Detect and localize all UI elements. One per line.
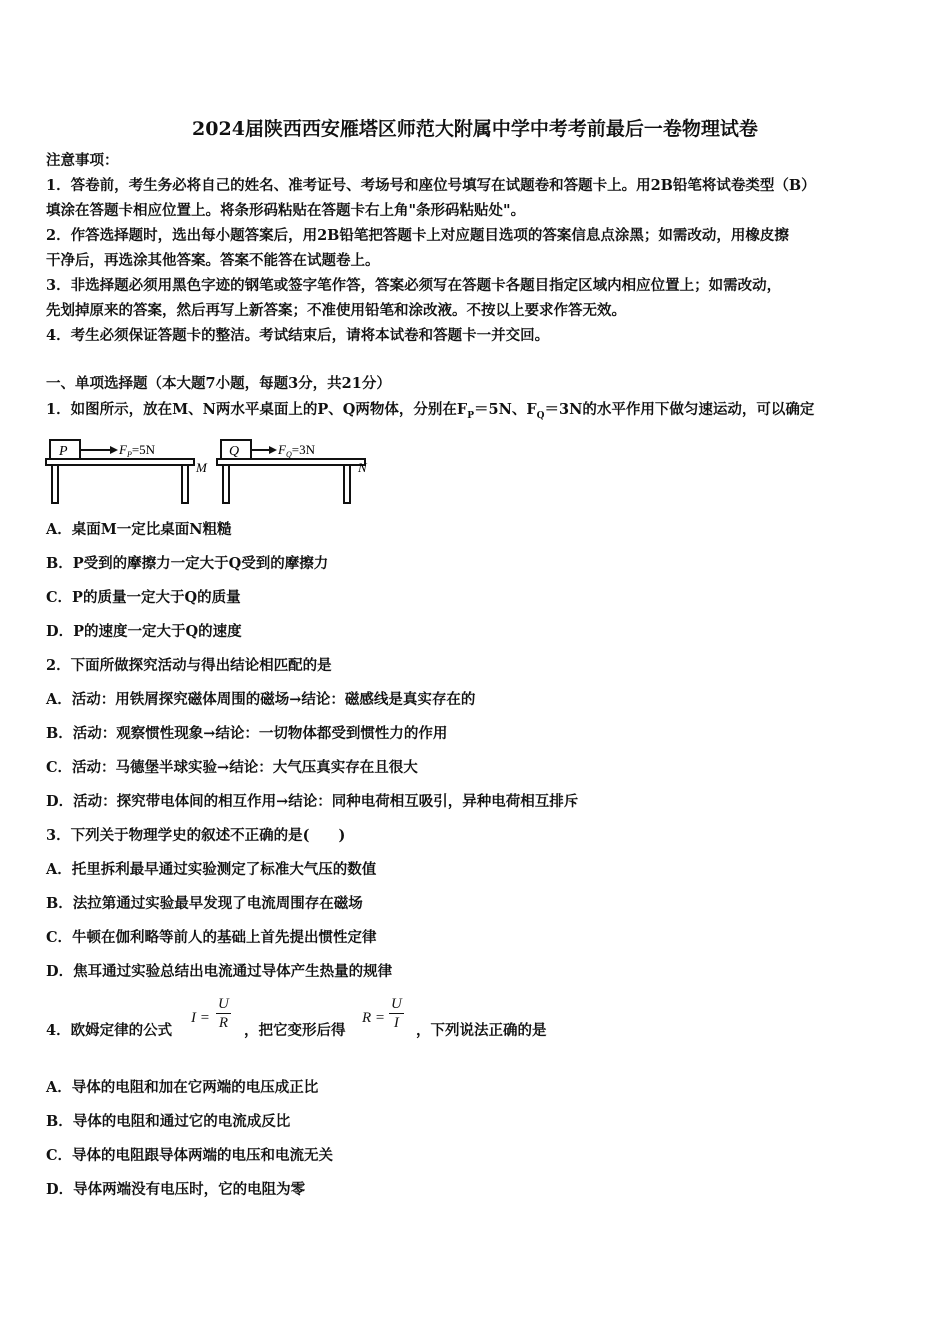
question-1-figure bbox=[44, 432, 372, 508]
formula-2-lhs: R = bbox=[362, 1010, 386, 1026]
force-p-arrowhead bbox=[110, 446, 118, 454]
formula-1-lhs: I = bbox=[191, 1010, 210, 1026]
question-1-stem bbox=[46, 399, 916, 427]
q2-option-d: D．活动：探究带电体间的相互作用→结论：同种电荷相互吸引，异种电荷相互排斥 bbox=[46, 793, 579, 810]
notice-line: 2．作答选择题时，选出每小题答案后，用2B铅笔把答题卡上对应题目选项的答案信息点涂黑；如需改动，用橡皮擦 bbox=[46, 227, 789, 244]
table-m-leg bbox=[182, 465, 188, 503]
q4-option-d: D．导体两端没有电压时，它的电阻为零 bbox=[46, 1181, 306, 1198]
block-q-label: Q bbox=[229, 444, 240, 459]
formula-1-denominator: R bbox=[218, 1015, 228, 1031]
q1-stem-part: ＝5N、F bbox=[474, 401, 537, 418]
table-m-leg bbox=[52, 465, 58, 503]
question-4-stem-b: ，把它变形后得 bbox=[244, 1022, 346, 1039]
q4-option-b: B．导体的电阻和通过它的电流成反比 bbox=[46, 1113, 291, 1130]
table-m-label: M bbox=[196, 460, 207, 475]
q3-option-a: A．托里拆利最早通过实验测定了标准大气压的数值 bbox=[46, 861, 377, 878]
q1-sub-p: P bbox=[467, 410, 475, 421]
formula-2-denominator: I bbox=[393, 1015, 399, 1031]
q3-option-b: B．法拉第通过实验最早发现了电流周围存在磁场 bbox=[46, 895, 363, 912]
q1-option-a: A．桌面M一定比桌面N粗糙 bbox=[46, 521, 232, 538]
notice-line: 3．非选择题必须用黑色字迹的钢笔或签字笔作答，答案必须写在答题卡各题目指定区域内相应位置上；如需改动， bbox=[46, 277, 782, 294]
formula-1-numerator: U bbox=[218, 996, 229, 1012]
notice-line: 填涂在答题卡相应位置上。将条形码粘贴在答题卡右上角"条形码粘贴处"。 bbox=[46, 202, 526, 219]
page-title: 2024届陕西西安雁塔区师范大附属中学中考考前最后一卷物理试卷 bbox=[192, 118, 758, 140]
force-q-label: $F_Q=3N$ bbox=[278, 442, 315, 459]
q1-option-d: D．P的速度一定大于Q的速度 bbox=[46, 623, 242, 640]
notice-line: 干净后，再选涂其他答案。答案不能答在试题卷上。 bbox=[46, 252, 380, 269]
q3-option-d: D．焦耳通过实验总结出电流通过导体产生热量的规律 bbox=[46, 963, 393, 980]
q4-option-a: A．导体的电阻和加在它两端的电压成正比 bbox=[46, 1079, 319, 1096]
q4-option-c: C．导体的电阻跟导体两端的电压和电流无关 bbox=[46, 1147, 334, 1164]
table-n-leg bbox=[223, 465, 229, 503]
notice-line: 4．考生必须保证答题卡的整洁。考试结束后，请将本试卷和答题卡一并交回。 bbox=[46, 327, 550, 344]
q3-option-c: C．牛顿在伽利略等前人的基础上首先提出惯性定律 bbox=[46, 929, 377, 946]
q2-option-b: B．活动：观察惯性现象→结论：一切物体都受到惯性力的作用 bbox=[46, 725, 448, 742]
force-q-arrowhead bbox=[269, 446, 277, 454]
question-2-stem: 2．下面所做探究活动与得出结论相匹配的是 bbox=[46, 657, 332, 674]
notice-line: 1．答卷前，考生务必将自己的姓名、准考证号、考场号和座位号填写在试题卷和答题卡上。用2B铅笔将试卷类型（B） bbox=[46, 177, 816, 194]
table-n-label: N bbox=[358, 460, 367, 475]
formula-2-numerator: U bbox=[391, 996, 402, 1012]
q1-stem-part: 1．如图所示，放在M、N两水平桌面上的P、Q两物体，分别在F bbox=[46, 401, 468, 418]
table-n-leg bbox=[344, 465, 350, 503]
block-p-label: P bbox=[59, 444, 68, 459]
q1-stem-part: ＝3N的水平作用下做匀速运动，可以确定 bbox=[544, 401, 815, 418]
q2-option-c: C．活动：马德堡半球实验→结论：大气压真实存在且很大 bbox=[46, 759, 418, 776]
notice-line: 先划掉原来的答案，然后再写上新答案；不准使用铅笔和涂改液。不按以上要求作答无效。 bbox=[46, 302, 626, 319]
q1-sub-q: Q bbox=[536, 410, 545, 421]
q1-option-b: B．P受到的摩擦力一定大于Q受到的摩擦力 bbox=[46, 555, 329, 572]
question-4-stem-a: 4．欧姆定律的公式 bbox=[46, 1022, 173, 1039]
question-4-stem-c: ，下列说法正确的是 bbox=[416, 1022, 547, 1039]
force-p-label: $F_P=5N$ bbox=[119, 442, 156, 459]
formula-2-fraction bbox=[389, 995, 404, 1032]
section-heading: 一、单项选择题（本大题7小题，每题3分，共21分） bbox=[46, 375, 391, 392]
formula-1-fraction bbox=[216, 995, 231, 1032]
question-3-stem: 3．下列关于物理学史的叙述不正确的是( ) bbox=[46, 827, 346, 844]
q1-option-c: C．P的质量一定大于Q的质量 bbox=[46, 589, 241, 606]
notice-heading: 注意事项： bbox=[46, 152, 119, 169]
q2-option-a: A．活动：用铁屑探究磁体周围的磁场→结论：磁感线是真实存在的 bbox=[46, 691, 476, 708]
